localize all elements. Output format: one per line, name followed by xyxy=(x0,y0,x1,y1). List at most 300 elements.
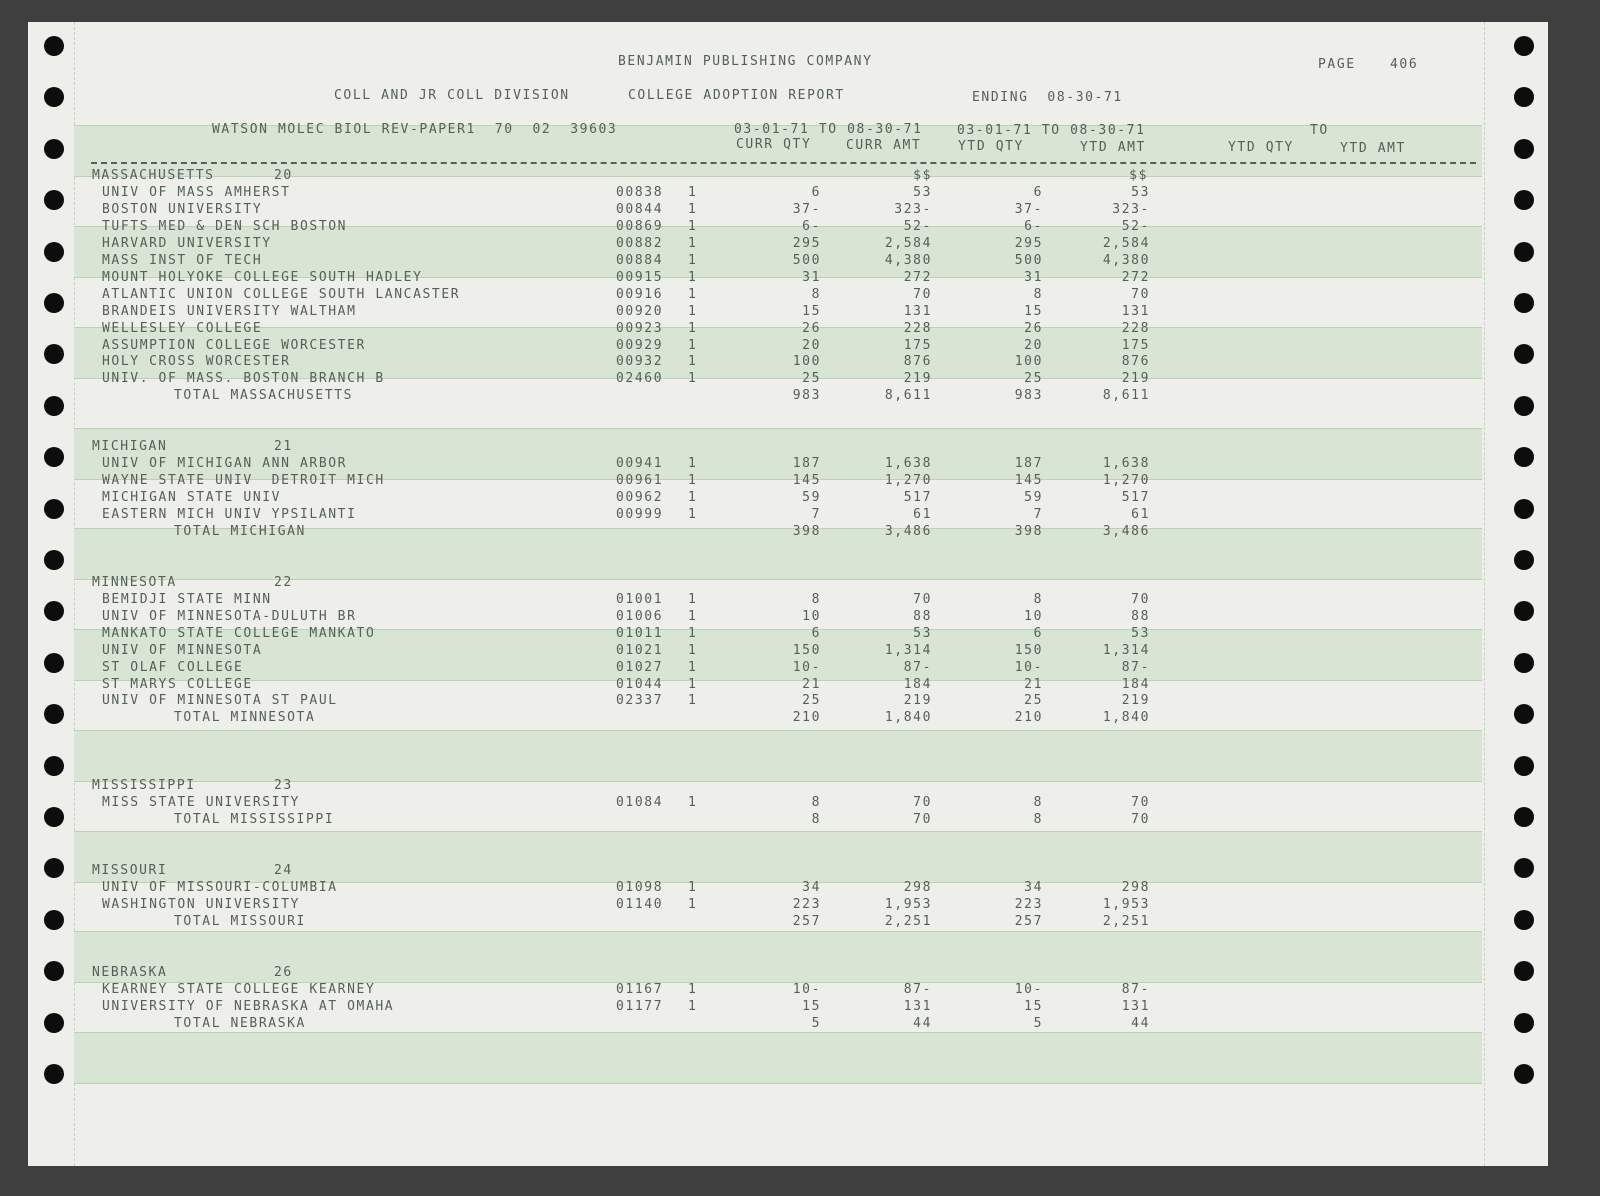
ytd-amt: 8,611 xyxy=(1102,388,1150,403)
school-flag: 1 xyxy=(688,236,698,251)
curr-qty: 295 xyxy=(792,236,821,251)
ytd-amt: 131 xyxy=(1121,304,1150,319)
curr-amt: 53 xyxy=(913,626,932,641)
report-ending-date: ENDING 08-30-71 xyxy=(972,90,1123,105)
school-flag: 1 xyxy=(688,626,698,641)
tractor-hole xyxy=(44,1013,64,1033)
company-name: BENJAMIN PUBLISHING COMPANY xyxy=(618,54,873,69)
curr-amt: 175 xyxy=(903,338,932,353)
tractor-hole xyxy=(1514,447,1534,467)
ytd-qty: 34 xyxy=(1024,880,1043,895)
ytd-amt: 219 xyxy=(1121,371,1150,386)
state-total-label: TOTAL MISSOURI xyxy=(174,914,306,929)
school-flag: 1 xyxy=(688,371,698,386)
curr-amt: 517 xyxy=(903,490,932,505)
ytd-qty: 26 xyxy=(1024,321,1043,336)
curr-amt: 184 xyxy=(903,677,932,692)
tractor-hole xyxy=(1514,704,1534,724)
school-name: UNIV. OF MASS. BOSTON BRANCH B xyxy=(102,371,385,386)
school-code: 01027 xyxy=(616,660,664,675)
curr-qty: 6 xyxy=(811,185,821,200)
tractor-hole xyxy=(44,910,64,930)
curr-amt: 3,486 xyxy=(884,524,932,539)
curr-qty: 983 xyxy=(792,388,821,403)
green-bar xyxy=(74,1032,1482,1084)
ytd-amt: 4,380 xyxy=(1102,253,1150,268)
curr-qty: 7 xyxy=(811,507,821,522)
curr-qty: 5 xyxy=(811,1016,821,1031)
curr-amt: 1,270 xyxy=(884,473,932,488)
ytd-qty: 500 xyxy=(1014,253,1043,268)
school-flag: 1 xyxy=(688,304,698,319)
header-rule xyxy=(91,162,1476,164)
tractor-hole xyxy=(44,87,64,107)
ytd-amt: 1,840 xyxy=(1102,710,1150,725)
price-marker: $$ xyxy=(1129,168,1148,183)
ytd-qty: 59 xyxy=(1024,490,1043,505)
curr-qty: 100 xyxy=(792,354,821,369)
curr-qty: 8 xyxy=(811,287,821,302)
tractor-hole xyxy=(1514,293,1534,313)
tractor-hole xyxy=(44,242,64,262)
school-code: 01011 xyxy=(616,626,664,641)
school-code: 00869 xyxy=(616,219,664,234)
ytd-qty: 25 xyxy=(1024,693,1043,708)
ytd-qty: 21 xyxy=(1024,677,1043,692)
school-code: 00844 xyxy=(616,202,664,217)
curr-qty: 210 xyxy=(792,710,821,725)
state-name: MASSACHUSETTS xyxy=(92,168,215,183)
school-flag: 1 xyxy=(688,202,698,217)
school-name: BEMIDJI STATE MINN xyxy=(102,592,272,607)
perforation-right xyxy=(1484,22,1485,1166)
school-name: MOUNT HOLYOKE COLLEGE SOUTH HADLEY xyxy=(102,270,423,285)
school-name: UNIVERSITY OF NEBRASKA AT OMAHA xyxy=(102,999,395,1014)
curr-amt: 272 xyxy=(903,270,932,285)
school-flag: 1 xyxy=(688,677,698,692)
school-code: 01021 xyxy=(616,643,664,658)
tractor-hole xyxy=(1514,858,1534,878)
school-flag: 1 xyxy=(688,456,698,471)
curr-amt: 44 xyxy=(913,1016,932,1031)
curr-amt: 70 xyxy=(913,592,932,607)
school-name: KEARNEY STATE COLLEGE KEARNEY xyxy=(102,982,376,997)
state-total-label: TOTAL NEBRASKA xyxy=(174,1016,306,1031)
school-name: EASTERN MICH UNIV YPSILANTI xyxy=(102,507,357,522)
tractor-hole xyxy=(44,499,64,519)
ytd-qty: 210 xyxy=(1014,710,1043,725)
ytd-qty: 295 xyxy=(1014,236,1043,251)
school-flag: 1 xyxy=(688,609,698,624)
curr-qty: 10- xyxy=(792,982,821,997)
curr-amt: 1,314 xyxy=(884,643,932,658)
curr-qty: 8 xyxy=(811,795,821,810)
school-code: 00838 xyxy=(616,185,664,200)
curr-qty: 6- xyxy=(802,219,821,234)
ytd-qty: 257 xyxy=(1014,914,1043,929)
school-name: UNIV OF MASS AMHERST xyxy=(102,185,291,200)
tractor-hole xyxy=(44,447,64,467)
school-flag: 1 xyxy=(688,660,698,675)
ytd-qty: 6 xyxy=(1033,626,1043,641)
curr-qty: 223 xyxy=(792,897,821,912)
curr-amt: 2,584 xyxy=(884,236,932,251)
col-curr-amt: CURR AMT xyxy=(846,138,922,153)
printout-page xyxy=(28,22,1548,1166)
curr-amt: 131 xyxy=(903,304,932,319)
tractor-hole xyxy=(1514,550,1534,570)
ytd-amt: 2,251 xyxy=(1102,914,1150,929)
curr-amt: 1,638 xyxy=(884,456,932,471)
tractor-hole xyxy=(44,344,64,364)
curr-amt: 1,840 xyxy=(884,710,932,725)
school-name: UNIV OF MINNESOTA-DULUTH BR xyxy=(102,609,357,624)
school-code: 01167 xyxy=(616,982,664,997)
state-number: 21 xyxy=(274,439,293,454)
school-name: HARVARD UNIVERSITY xyxy=(102,236,272,251)
curr-amt: 1,953 xyxy=(884,897,932,912)
ytd-amt: 1,953 xyxy=(1102,897,1150,912)
curr-qty: 500 xyxy=(792,253,821,268)
curr-amt: 70 xyxy=(913,812,932,827)
tractor-hole xyxy=(44,601,64,621)
curr-qty: 31 xyxy=(802,270,821,285)
ytd-amt: 70 xyxy=(1131,287,1150,302)
curr-amt: 52- xyxy=(903,219,932,234)
tractor-hole xyxy=(1514,653,1534,673)
school-code: 00941 xyxy=(616,456,664,471)
tractor-hole xyxy=(1514,396,1534,416)
curr-amt: 70 xyxy=(913,287,932,302)
curr-qty: 145 xyxy=(792,473,821,488)
ytd-qty: 187 xyxy=(1014,456,1043,471)
school-code: 01001 xyxy=(616,592,664,607)
ytd-qty: 983 xyxy=(1014,388,1043,403)
state-number: 22 xyxy=(274,575,293,590)
curr-amt: 131 xyxy=(903,999,932,1014)
school-flag: 1 xyxy=(688,287,698,302)
ytd-amt: 1,270 xyxy=(1102,473,1150,488)
ytd-amt: 876 xyxy=(1121,354,1150,369)
curr-qty: 37- xyxy=(792,202,821,217)
ytd-qty: 25 xyxy=(1024,371,1043,386)
ytd-qty: 37- xyxy=(1014,202,1043,217)
school-flag: 1 xyxy=(688,880,698,895)
school-flag: 1 xyxy=(688,490,698,505)
tractor-hole xyxy=(1514,910,1534,930)
ytd-amt: 70 xyxy=(1131,592,1150,607)
curr-amt: 87- xyxy=(903,660,932,675)
curr-qty: 15 xyxy=(802,999,821,1014)
school-flag: 1 xyxy=(688,795,698,810)
ytd-amt: 228 xyxy=(1121,321,1150,336)
tractor-hole xyxy=(1514,1064,1534,1084)
ytd-qty: 145 xyxy=(1014,473,1043,488)
page-label: PAGE xyxy=(1318,57,1356,72)
curr-qty: 20 xyxy=(802,338,821,353)
ytd-qty: 15 xyxy=(1024,999,1043,1014)
report-name: COLLEGE ADOPTION REPORT xyxy=(628,88,845,103)
ytd-qty: 7 xyxy=(1033,507,1043,522)
ytd-qty: 223 xyxy=(1014,897,1043,912)
ytd-amt: 323- xyxy=(1112,202,1150,217)
ytd-amt: 184 xyxy=(1121,677,1150,692)
tractor-holes-right xyxy=(1514,22,1534,1166)
curr-qty: 150 xyxy=(792,643,821,658)
curr-qty: 8 xyxy=(811,592,821,607)
ytd-amt: 3,486 xyxy=(1102,524,1150,539)
tractor-hole xyxy=(44,396,64,416)
state-total-label: TOTAL MISSISSIPPI xyxy=(174,812,335,827)
ytd-amt: 1,638 xyxy=(1102,456,1150,471)
state-name: MINNESOTA xyxy=(92,575,177,590)
school-flag: 1 xyxy=(688,982,698,997)
school-flag: 1 xyxy=(688,693,698,708)
price-marker: $$ xyxy=(913,168,932,183)
school-flag: 1 xyxy=(688,338,698,353)
ytd-amt: 298 xyxy=(1121,880,1150,895)
curr-amt: 70 xyxy=(913,795,932,810)
school-name: TUFTS MED & DEN SCH BOSTON xyxy=(102,219,348,234)
tractor-hole xyxy=(44,139,64,159)
school-name: HOLY CROSS WORCESTER xyxy=(102,354,291,369)
curr-amt: 61 xyxy=(913,507,932,522)
ytd-qty: 6 xyxy=(1033,185,1043,200)
school-code: 00923 xyxy=(616,321,664,336)
ytd-amt: 87- xyxy=(1121,982,1150,997)
curr-amt: 876 xyxy=(903,354,932,369)
ytd-amt: 53 xyxy=(1131,626,1150,641)
ytd-amt: 52- xyxy=(1121,219,1150,234)
tractor-hole xyxy=(1514,499,1534,519)
col-ytd-qty: YTD QTY xyxy=(958,139,1024,154)
ytd-qty: 8 xyxy=(1033,592,1043,607)
school-flag: 1 xyxy=(688,321,698,336)
ytd-amt: 219 xyxy=(1121,693,1150,708)
school-code: 00961 xyxy=(616,473,664,488)
tractor-hole xyxy=(1514,601,1534,621)
tractor-hole xyxy=(44,550,64,570)
ytd-amt: 44 xyxy=(1131,1016,1150,1031)
ytd-qty: 15 xyxy=(1024,304,1043,319)
school-code: 01084 xyxy=(616,795,664,810)
school-code: 00999 xyxy=(616,507,664,522)
curr-amt: 219 xyxy=(903,371,932,386)
period-current: 03-01-71 TO 08-30-71 xyxy=(734,122,923,137)
ytd-amt: 175 xyxy=(1121,338,1150,353)
ytd-qty: 5 xyxy=(1033,1016,1043,1031)
ytd-amt: 70 xyxy=(1131,812,1150,827)
state-name: MISSISSIPPI xyxy=(92,778,196,793)
state-total-label: TOTAL MASSACHUSETTS xyxy=(174,388,354,403)
curr-amt: 228 xyxy=(903,321,932,336)
school-code: 00915 xyxy=(616,270,664,285)
school-name: MANKATO STATE COLLEGE MANKATO xyxy=(102,626,376,641)
curr-amt: 88 xyxy=(913,609,932,624)
tractor-hole xyxy=(44,190,64,210)
curr-qty: 21 xyxy=(802,677,821,692)
school-code: 00929 xyxy=(616,338,664,353)
school-code: 00916 xyxy=(616,287,664,302)
ytd-amt: 87- xyxy=(1121,660,1150,675)
tractor-hole xyxy=(44,293,64,313)
curr-qty: 26 xyxy=(802,321,821,336)
school-name: ST MARYS COLLEGE xyxy=(102,677,253,692)
state-name: NEBRASKA xyxy=(92,965,168,980)
curr-qty: 34 xyxy=(802,880,821,895)
curr-qty: 15 xyxy=(802,304,821,319)
ytd-amt: 2,584 xyxy=(1102,236,1150,251)
school-name: UNIV OF MINNESOTA xyxy=(102,643,263,658)
green-bar xyxy=(74,730,1482,782)
ytd-amt: 70 xyxy=(1131,795,1150,810)
school-name: WASHINGTON UNIVERSITY xyxy=(102,897,300,912)
school-code: 02460 xyxy=(616,371,664,386)
col-prior-ytd-qty: YTD QTY xyxy=(1228,140,1294,155)
tractor-hole xyxy=(44,756,64,776)
school-flag: 1 xyxy=(688,253,698,268)
school-flag: 1 xyxy=(688,897,698,912)
ytd-qty: 8 xyxy=(1033,812,1043,827)
ytd-qty: 8 xyxy=(1033,287,1043,302)
curr-amt: 4,380 xyxy=(884,253,932,268)
ytd-qty: 31 xyxy=(1024,270,1043,285)
school-code: 01044 xyxy=(616,677,664,692)
ytd-qty: 8 xyxy=(1033,795,1043,810)
tractor-holes-left xyxy=(44,22,64,1166)
state-number: 26 xyxy=(274,965,293,980)
tractor-hole xyxy=(1514,807,1534,827)
ytd-qty: 6- xyxy=(1024,219,1043,234)
school-code: 00882 xyxy=(616,236,664,251)
tractor-hole xyxy=(1514,36,1534,56)
curr-qty: 398 xyxy=(792,524,821,539)
school-code: 01177 xyxy=(616,999,664,1014)
tractor-hole xyxy=(44,858,64,878)
curr-qty: 59 xyxy=(802,490,821,505)
school-code: 01098 xyxy=(616,880,664,895)
ytd-qty: 10- xyxy=(1014,982,1043,997)
school-code: 02337 xyxy=(616,693,664,708)
tractor-hole xyxy=(44,1064,64,1084)
ytd-amt: 53 xyxy=(1131,185,1150,200)
tractor-hole xyxy=(1514,242,1534,262)
page-number: 406 xyxy=(1390,57,1419,72)
school-name: WAYNE STATE UNIV DETROIT MICH xyxy=(102,473,385,488)
school-flag: 1 xyxy=(688,999,698,1014)
school-code: 01140 xyxy=(616,897,664,912)
school-flag: 1 xyxy=(688,592,698,607)
curr-qty: 8 xyxy=(811,812,821,827)
state-number: 24 xyxy=(274,863,293,878)
tractor-hole xyxy=(44,36,64,56)
tractor-hole xyxy=(1514,139,1534,159)
curr-amt: 2,251 xyxy=(884,914,932,929)
school-name: UNIV OF MINNESOTA ST PAUL xyxy=(102,693,338,708)
ytd-amt: 517 xyxy=(1121,490,1150,505)
tractor-hole xyxy=(44,961,64,981)
school-code: 01006 xyxy=(616,609,664,624)
school-flag: 1 xyxy=(688,507,698,522)
ytd-amt: 61 xyxy=(1131,507,1150,522)
school-flag: 1 xyxy=(688,354,698,369)
school-name: BRANDEIS UNIVERSITY WALTHAM xyxy=(102,304,357,319)
curr-amt: 8,611 xyxy=(884,388,932,403)
ytd-amt: 131 xyxy=(1121,999,1150,1014)
tractor-hole xyxy=(1514,87,1534,107)
school-code: 00932 xyxy=(616,354,664,369)
curr-qty: 187 xyxy=(792,456,821,471)
ytd-amt: 1,314 xyxy=(1102,643,1150,658)
school-flag: 1 xyxy=(688,219,698,234)
school-name: UNIV OF MISSOURI-COLUMBIA xyxy=(102,880,338,895)
ytd-qty: 10- xyxy=(1014,660,1043,675)
curr-amt: 323- xyxy=(894,202,932,217)
curr-amt: 87- xyxy=(903,982,932,997)
tractor-hole xyxy=(44,807,64,827)
school-code: 00884 xyxy=(616,253,664,268)
tractor-hole xyxy=(1514,961,1534,981)
state-name: MISSOURI xyxy=(92,863,168,878)
school-flag: 1 xyxy=(688,643,698,658)
ytd-amt: 272 xyxy=(1121,270,1150,285)
school-name: ATLANTIC UNION COLLEGE SOUTH LANCASTER xyxy=(102,287,461,302)
school-name: ASSUMPTION COLLEGE WORCESTER xyxy=(102,338,366,353)
curr-qty: 25 xyxy=(802,371,821,386)
school-flag: 1 xyxy=(688,270,698,285)
school-name: MISS STATE UNIVERSITY xyxy=(102,795,300,810)
col-prior-ytd-amt: YTD AMT xyxy=(1340,141,1406,156)
ytd-qty: 100 xyxy=(1014,354,1043,369)
state-total-label: TOTAL MICHIGAN xyxy=(174,524,306,539)
tractor-hole xyxy=(1514,344,1534,364)
ytd-qty: 398 xyxy=(1014,524,1043,539)
curr-amt: 53 xyxy=(913,185,932,200)
perforation-left xyxy=(74,22,75,1166)
state-total-label: TOTAL MINNESOTA xyxy=(174,710,316,725)
col-curr-qty: CURR QTY xyxy=(736,137,812,152)
ytd-qty: 10 xyxy=(1024,609,1043,624)
col-ytd-amt: YTD AMT xyxy=(1080,140,1146,155)
ytd-qty: 20 xyxy=(1024,338,1043,353)
curr-qty: 6 xyxy=(811,626,821,641)
school-name: WELLESLEY COLLEGE xyxy=(102,321,263,336)
school-flag: 1 xyxy=(688,473,698,488)
school-name: ST OLAF COLLEGE xyxy=(102,660,244,675)
tractor-hole xyxy=(44,704,64,724)
school-name: MICHIGAN STATE UNIV xyxy=(102,490,282,505)
tractor-hole xyxy=(1514,756,1534,776)
curr-qty: 25 xyxy=(802,693,821,708)
school-flag: 1 xyxy=(688,185,698,200)
ytd-qty: 150 xyxy=(1014,643,1043,658)
state-number: 23 xyxy=(274,778,293,793)
period-ytd: 03-01-71 TO 08-30-71 xyxy=(957,123,1146,138)
school-code: 00920 xyxy=(616,304,664,319)
division-name: COLL AND JR COLL DIVISION xyxy=(334,88,570,103)
curr-amt: 298 xyxy=(903,880,932,895)
state-number: 20 xyxy=(274,168,293,183)
tractor-hole xyxy=(1514,190,1534,210)
curr-amt: 219 xyxy=(903,693,932,708)
period-prior: TO xyxy=(1310,123,1329,138)
tractor-hole xyxy=(44,653,64,673)
curr-qty: 10 xyxy=(802,609,821,624)
school-name: MASS INST OF TECH xyxy=(102,253,263,268)
book-title: WATSON MOLEC BIOL REV-PAPER1 70 02 39603 xyxy=(212,122,618,137)
curr-qty: 10- xyxy=(792,660,821,675)
school-name: BOSTON UNIVERSITY xyxy=(102,202,263,217)
